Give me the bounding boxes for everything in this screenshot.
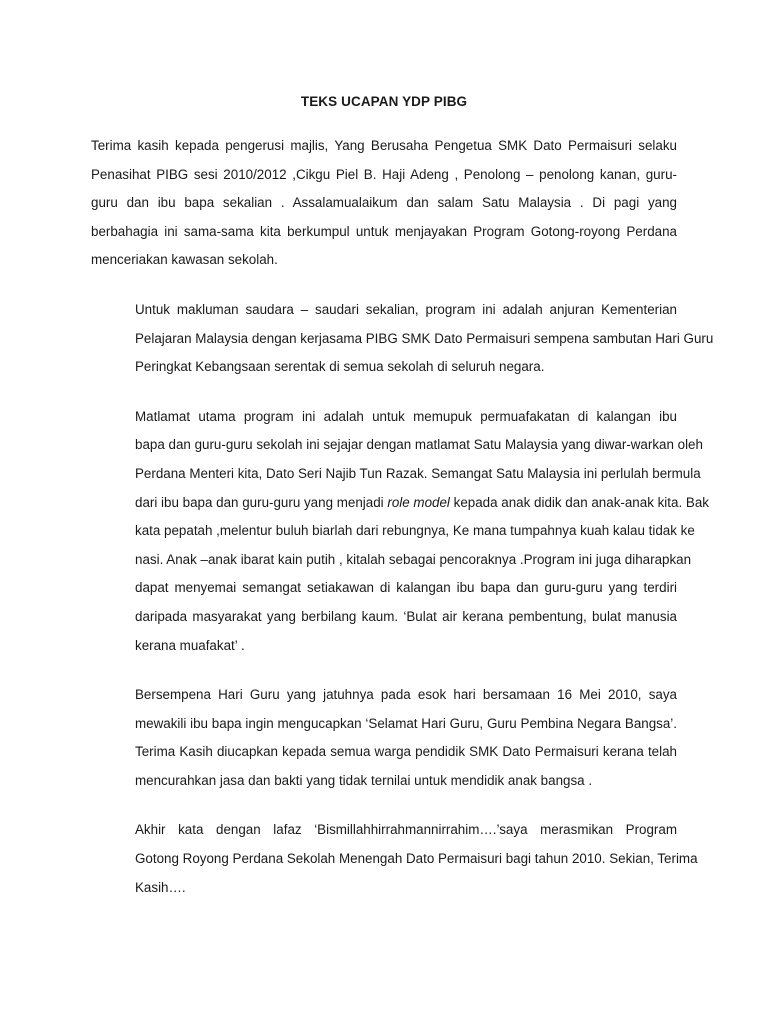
text-line: menceriakan kawasan sekolah. [91, 252, 278, 268]
text-line: Matlamat utama program ini adalah untuk memupuk permuafakatan di kalangan ibu [135, 408, 677, 424]
paragraph [91, 132, 677, 275]
text-line: kerana muafakat’ . [135, 637, 245, 653]
text-line: mewakili ibu bapa ingin mengucapkan ‘Selamat Hari Guru, Guru Pembina Negara Bangsa’. [135, 715, 677, 731]
text-line: berbahagia ini sama-sama kita berkumpul untuk menjayakan Program Gotong-royong Perdana [91, 223, 677, 239]
text-line: Kasih…. [135, 879, 186, 895]
text-line: dapat menyemai semangat setiakawan di kalangan ibu bapa dan guru-guru yang terdiri [135, 580, 677, 596]
text-line: Gotong Royong Perdana Sekolah Menengah Dato Permaisuri bagi tahun 2010. Sekian, Terima [135, 851, 698, 867]
text-line: Untuk makluman saudara – saudari sekalian, program ini adalah anjuran Kementerian [135, 301, 677, 317]
text-line: nasi. Anak –anak ibarat kain putih , kitalah sebagai pencoraknya .Program ini juga diharapkan [135, 551, 692, 567]
text-line: Peringkat Kebangsaan serentak di semua sekolah di seluruh negara. [135, 359, 545, 375]
italic-text-run: role model [387, 494, 450, 510]
text-line: Terima kasih kepada pengerusi majlis, Yang Berusaha Pengetua SMK Dato Permaisuri selaku [91, 138, 677, 153]
text-line: guru dan ibu bapa sekalian . Assalamualaikum dan salam Satu Malaysia . Di pagi yang [91, 195, 677, 211]
document-title: TEKS UCAPAN YDP PIBG [300, 94, 468, 109]
paragraph [91, 403, 709, 660]
paragraph [91, 681, 677, 795]
text-line: Akhir kata dengan lafaz ‘Bismillahhirrahmannirrahim….’saya merasmikan Program [135, 822, 677, 838]
text-line: Bersempena Hari Guru yang jatuhnya pada esok hari bersamaan 16 Mei 2010, saya [135, 687, 677, 703]
text-line: Perdana Menteri kita, Dato Seri Najib Tun Razak. Semangat Satu Malaysia ini perlulah bermula [135, 465, 701, 481]
text-run: kepada anak didik dan anak-anak kita. Bak [449, 494, 709, 510]
paragraph [91, 296, 714, 382]
text-line: Pelajaran Malaysia dengan kerjasama PIBG SMK Dato Permaisuri sempena sambutan Hari Guru [135, 330, 714, 346]
text-line: kata pepatah ,melentur buluh biarlah dari rebungnya, Ke mana tumpahnya kuah kalau tidak ke [135, 523, 695, 539]
text-run: dari ibu bapa dan guru-guru yang menjadi [135, 494, 388, 510]
paragraph [91, 816, 698, 902]
text-line [91, 489, 709, 518]
text-line: daripada masyarakat yang berbilang kaum. ‘Bulat air kerana pembentung, bulat manusia [135, 608, 677, 624]
document-body [91, 132, 714, 923]
text-line: Penasihat PIBG sesi 2010/2012 ,Cikgu Piel B. Haji Adeng , Penolong – penolong kanan, guru- [91, 166, 677, 182]
text-line: Terima Kasih diucapkan kepada semua warga pendidik SMK Dato Permaisuri kerana telah [135, 744, 677, 760]
text-line: mencurahkan jasa dan bakti yang tidak ternilai untuk mendidik anak bangsa . [135, 772, 593, 788]
text-line: bapa dan guru-guru sekolah ini sejajar dengan matlamat Satu Malaysia yang diwar-warkan oleh [135, 437, 703, 453]
